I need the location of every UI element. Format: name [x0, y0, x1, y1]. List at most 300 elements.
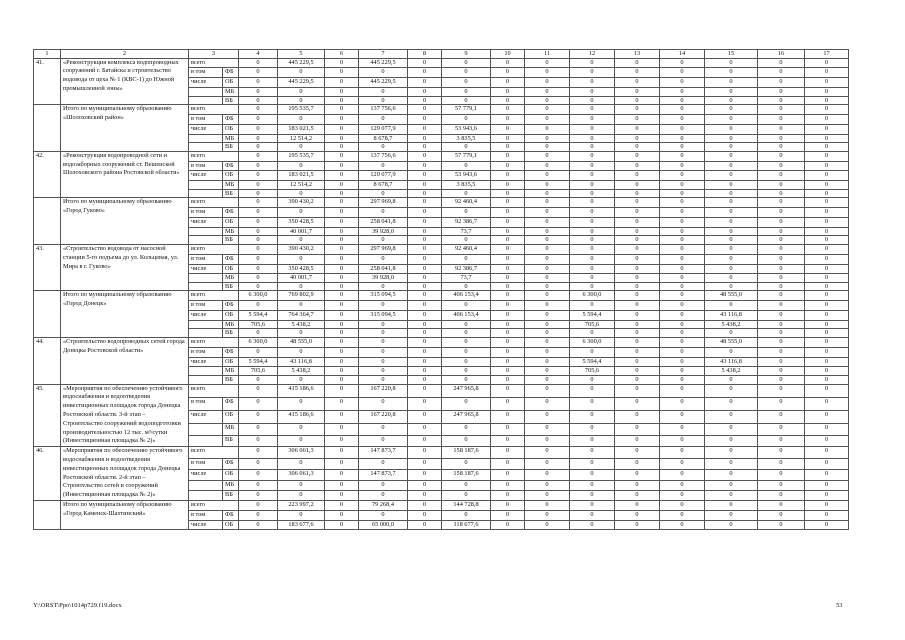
- project-description: Итого по муниципальному образованию «Город Каменск-Шахтинский»: [61, 501, 189, 530]
- value-cell: 0: [615, 124, 660, 134]
- value-cell: 0: [442, 189, 491, 198]
- value-cell: 0: [525, 311, 570, 321]
- value-cell: 0: [442, 329, 491, 338]
- value-cell: 0: [660, 236, 705, 245]
- value-cell: 0: [615, 189, 660, 198]
- total-label: всего: [189, 447, 239, 458]
- value-cell: 0: [705, 161, 758, 171]
- value-cell: 0: [442, 254, 491, 264]
- value-cell: 0: [805, 329, 849, 338]
- value-cell: 0: [325, 338, 359, 348]
- value-cell: 0: [278, 282, 325, 291]
- value-cell: 0: [239, 171, 278, 181]
- value-cell: 0: [491, 151, 525, 161]
- value-cell: 5 594,4: [239, 311, 278, 321]
- value-cell: 0: [660, 397, 705, 410]
- value-cell: 0: [408, 87, 442, 96]
- value-cell: 0: [239, 301, 278, 311]
- value-cell: 0: [525, 458, 570, 469]
- value-cell: 0: [408, 501, 442, 511]
- value-cell: 0: [239, 143, 278, 152]
- value-cell: 0: [705, 424, 758, 436]
- value-cell: 167 220,8: [359, 384, 408, 397]
- value-cell: 0: [570, 198, 615, 208]
- value-cell: 0: [491, 435, 525, 447]
- value-cell: 705,6: [570, 367, 615, 376]
- total-label: всего: [189, 105, 239, 115]
- value-cell: 0: [705, 469, 758, 480]
- value-cell: 0: [758, 469, 805, 480]
- value-cell: 0: [325, 68, 359, 78]
- value-cell: 0: [408, 181, 442, 190]
- value-cell: 0: [491, 68, 525, 78]
- value-cell: 0: [758, 447, 805, 458]
- value-cell: 0: [615, 510, 660, 520]
- value-cell: 0: [615, 181, 660, 190]
- value-cell: 144 728,8: [442, 501, 491, 511]
- value-cell: 0: [615, 357, 660, 367]
- value-cell: 0: [359, 491, 408, 501]
- value-cell: 306 061,3: [278, 447, 325, 458]
- value-cell: 0: [325, 397, 359, 410]
- value-cell: 0: [660, 384, 705, 397]
- value-cell: 0: [525, 143, 570, 152]
- column-number: 7: [359, 50, 408, 59]
- value-cell: 0: [239, 447, 278, 458]
- value-cell: 0: [705, 376, 758, 385]
- value-cell: 0: [570, 501, 615, 511]
- value-cell: 445 229,5: [359, 58, 408, 68]
- value-cell: 0: [525, 384, 570, 397]
- value-cell: 0: [705, 274, 758, 283]
- value-cell: 0: [442, 458, 491, 469]
- value-cell: 147 873,7: [359, 469, 408, 480]
- value-cell: 769 802,9: [278, 291, 325, 301]
- value-cell: 0: [660, 458, 705, 469]
- value-cell: 0: [805, 124, 849, 134]
- value-cell: 0: [359, 397, 408, 410]
- value-cell: 0: [570, 469, 615, 480]
- value-cell: 0: [491, 338, 525, 348]
- value-cell: 0: [408, 384, 442, 397]
- value-cell: 0: [491, 510, 525, 520]
- value-cell: 0: [491, 134, 525, 143]
- value-cell: 0: [408, 338, 442, 348]
- value-cell: 0: [805, 501, 849, 511]
- value-cell: 0: [615, 217, 660, 227]
- value-cell: 0: [525, 367, 570, 376]
- value-cell: 0: [491, 254, 525, 264]
- value-cell: 0: [705, 124, 758, 134]
- value-cell: 0: [660, 301, 705, 311]
- value-cell: 0: [660, 96, 705, 105]
- funding-source: ОБ: [223, 311, 239, 321]
- table-row: [34, 244, 849, 254]
- value-cell: 0: [660, 189, 705, 198]
- value-cell: 0: [805, 338, 849, 348]
- value-cell: 0: [615, 376, 660, 385]
- value-cell: 0: [408, 244, 442, 254]
- value-cell: 0: [525, 274, 570, 283]
- funding-source: ОБ: [223, 171, 239, 181]
- value-cell: 0: [570, 189, 615, 198]
- value-cell: 0: [615, 447, 660, 458]
- value-cell: 0: [278, 329, 325, 338]
- value-cell: 0: [408, 329, 442, 338]
- value-cell: 0: [615, 520, 660, 530]
- value-cell: 0: [325, 510, 359, 520]
- value-cell: 0: [491, 124, 525, 134]
- value-cell: 0: [408, 282, 442, 291]
- value-cell: 0: [615, 338, 660, 348]
- value-cell: 0: [758, 217, 805, 227]
- value-cell: 5 438,2: [705, 367, 758, 376]
- column-number: 9: [442, 50, 491, 59]
- table-row: [34, 338, 849, 348]
- value-cell: 0: [325, 469, 359, 480]
- project-description: Итого по муниципальному образованию «Город Гуково»: [61, 198, 189, 245]
- value-cell: 0: [570, 134, 615, 143]
- value-cell: 0: [758, 510, 805, 520]
- value-cell: 0: [408, 320, 442, 329]
- value-cell: 0: [758, 244, 805, 254]
- value-cell: 0: [758, 410, 805, 423]
- value-cell: 0: [660, 501, 705, 511]
- value-cell: 0: [615, 87, 660, 96]
- including-label: числе: [189, 469, 223, 480]
- value-cell: 0: [758, 301, 805, 311]
- value-cell: 0: [805, 227, 849, 236]
- value-cell: 0: [758, 357, 805, 367]
- value-cell: 0: [805, 134, 849, 143]
- value-cell: 0: [615, 384, 660, 397]
- value-cell: 0: [325, 217, 359, 227]
- value-cell: 0: [325, 208, 359, 218]
- value-cell: 705,6: [239, 367, 278, 376]
- value-cell: 0: [325, 311, 359, 321]
- value-cell: 0: [805, 291, 849, 301]
- including-label: числе: [189, 171, 223, 181]
- value-cell: 415 186,6: [278, 384, 325, 397]
- value-cell: 0: [705, 78, 758, 88]
- value-cell: 258 041,8: [359, 217, 408, 227]
- value-cell: 0: [525, 264, 570, 274]
- value-cell: 0: [525, 357, 570, 367]
- value-cell: 0: [615, 198, 660, 208]
- value-cell: 0: [359, 338, 408, 348]
- value-cell: 0: [408, 347, 442, 357]
- value-cell: 0: [325, 244, 359, 254]
- column-number: 12: [570, 50, 615, 59]
- value-cell: 0: [491, 520, 525, 530]
- value-cell: 0: [758, 227, 805, 236]
- value-cell: 0: [359, 329, 408, 338]
- value-cell: 247 965,8: [442, 384, 491, 397]
- value-cell: 195 535,7: [278, 151, 325, 161]
- value-cell: 0: [615, 469, 660, 480]
- value-cell: 0: [278, 510, 325, 520]
- value-cell: 0: [525, 134, 570, 143]
- value-cell: 0: [408, 217, 442, 227]
- including-label: числе: [189, 124, 223, 134]
- value-cell: 0: [239, 520, 278, 530]
- value-cell: 0: [442, 68, 491, 78]
- value-cell: 0: [325, 491, 359, 501]
- value-cell: 0: [615, 58, 660, 68]
- value-cell: 0: [525, 181, 570, 190]
- value-cell: 0: [491, 301, 525, 311]
- value-cell: 0: [660, 244, 705, 254]
- including-label: [189, 376, 223, 385]
- value-cell: 0: [408, 397, 442, 410]
- value-cell: 0: [660, 320, 705, 329]
- value-cell: 0: [660, 329, 705, 338]
- including-label: числе: [189, 520, 223, 530]
- funding-source: МБ: [223, 481, 239, 491]
- value-cell: 0: [491, 161, 525, 171]
- value-cell: 0: [660, 291, 705, 301]
- value-cell: 0: [570, 208, 615, 218]
- value-cell: 0: [325, 329, 359, 338]
- value-cell: 0: [660, 151, 705, 161]
- value-cell: 0: [239, 481, 278, 491]
- funding-source: МБ: [223, 87, 239, 96]
- value-cell: 0: [442, 78, 491, 88]
- including-label: числе: [189, 410, 223, 423]
- value-cell: 0: [325, 87, 359, 96]
- value-cell: 0: [239, 510, 278, 520]
- value-cell: 65 000,0: [359, 520, 408, 530]
- value-cell: 0: [408, 520, 442, 530]
- value-cell: 0: [615, 114, 660, 124]
- value-cell: 73,7: [442, 274, 491, 283]
- value-cell: 0: [758, 124, 805, 134]
- value-cell: 48 555,0: [705, 338, 758, 348]
- value-cell: 0: [278, 458, 325, 469]
- value-cell: 0: [705, 510, 758, 520]
- value-cell: 0: [359, 114, 408, 124]
- value-cell: 0: [615, 301, 660, 311]
- including-label: в том: [189, 458, 223, 469]
- value-cell: 0: [491, 367, 525, 376]
- value-cell: 0: [525, 301, 570, 311]
- value-cell: 0: [325, 264, 359, 274]
- value-cell: 0: [805, 161, 849, 171]
- value-cell: 0: [359, 301, 408, 311]
- value-cell: 0: [805, 520, 849, 530]
- column-number: 8: [408, 50, 442, 59]
- funding-source: ВБ: [223, 435, 239, 447]
- value-cell: 0: [278, 481, 325, 491]
- value-cell: 0: [239, 282, 278, 291]
- value-cell: 0: [442, 397, 491, 410]
- value-cell: 0: [758, 208, 805, 218]
- value-cell: 0: [239, 96, 278, 105]
- value-cell: 0: [278, 376, 325, 385]
- including-label: [189, 329, 223, 338]
- value-cell: 0: [758, 458, 805, 469]
- value-cell: 0: [705, 198, 758, 208]
- including-label: в том: [189, 347, 223, 357]
- value-cell: 0: [660, 264, 705, 274]
- value-cell: 0: [491, 171, 525, 181]
- value-cell: 0: [491, 58, 525, 68]
- value-cell: 0: [525, 510, 570, 520]
- value-cell: 0: [408, 161, 442, 171]
- value-cell: 0: [239, 151, 278, 161]
- value-cell: 445 229,5: [278, 58, 325, 68]
- value-cell: 3 835,5: [442, 134, 491, 143]
- value-cell: 0: [525, 329, 570, 338]
- value-cell: 445 229,5: [359, 78, 408, 88]
- value-cell: 0: [491, 274, 525, 283]
- value-cell: 0: [705, 151, 758, 161]
- value-cell: 0: [491, 78, 525, 88]
- value-cell: 0: [758, 68, 805, 78]
- value-cell: 0: [805, 481, 849, 491]
- value-cell: 0: [615, 481, 660, 491]
- value-cell: 6 300,0: [239, 338, 278, 348]
- value-cell: 0: [525, 282, 570, 291]
- value-cell: 0: [359, 357, 408, 367]
- value-cell: 0: [278, 87, 325, 96]
- value-cell: 0: [408, 143, 442, 152]
- total-label: всего: [189, 58, 239, 68]
- value-cell: 0: [408, 481, 442, 491]
- value-cell: 0: [705, 68, 758, 78]
- value-cell: 0: [442, 58, 491, 68]
- value-cell: 0: [239, 208, 278, 218]
- value-cell: 0: [239, 68, 278, 78]
- value-cell: 0: [408, 198, 442, 208]
- value-cell: 0: [325, 347, 359, 357]
- value-cell: 0: [325, 301, 359, 311]
- value-cell: 8 678,7: [359, 134, 408, 143]
- including-label: числе: [189, 357, 223, 367]
- value-cell: 0: [325, 254, 359, 264]
- value-cell: 0: [408, 114, 442, 124]
- value-cell: 445 229,5: [278, 78, 325, 88]
- value-cell: 0: [359, 458, 408, 469]
- value-cell: 0: [705, 481, 758, 491]
- value-cell: 0: [325, 78, 359, 88]
- value-cell: 48 555,0: [705, 291, 758, 301]
- value-cell: 53 943,6: [442, 171, 491, 181]
- value-cell: 0: [408, 447, 442, 458]
- value-cell: 0: [705, 301, 758, 311]
- value-cell: 0: [325, 143, 359, 152]
- value-cell: 0: [278, 114, 325, 124]
- value-cell: 0: [525, 78, 570, 88]
- value-cell: 0: [615, 264, 660, 274]
- value-cell: 0: [525, 68, 570, 78]
- value-cell: 0: [408, 208, 442, 218]
- value-cell: 0: [615, 96, 660, 105]
- value-cell: 0: [805, 217, 849, 227]
- value-cell: 0: [325, 227, 359, 236]
- value-cell: 0: [705, 491, 758, 501]
- value-cell: 0: [325, 171, 359, 181]
- value-cell: 0: [491, 244, 525, 254]
- including-label: в том: [189, 208, 223, 218]
- including-label: [189, 320, 223, 329]
- value-cell: 0: [758, 171, 805, 181]
- value-cell: 0: [705, 236, 758, 245]
- value-cell: 0: [570, 274, 615, 283]
- value-cell: 0: [570, 520, 615, 530]
- value-cell: 0: [660, 58, 705, 68]
- value-cell: 0: [359, 424, 408, 436]
- including-label: [189, 481, 223, 491]
- value-cell: 0: [525, 397, 570, 410]
- value-cell: 0: [278, 189, 325, 198]
- table-row: [34, 198, 849, 208]
- value-cell: 0: [805, 384, 849, 397]
- total-label: всего: [189, 501, 239, 511]
- value-cell: 0: [491, 320, 525, 329]
- value-cell: 0: [705, 105, 758, 115]
- value-cell: 350 428,5: [278, 217, 325, 227]
- value-cell: 0: [325, 96, 359, 105]
- value-cell: 183 021,5: [278, 171, 325, 181]
- value-cell: 0: [570, 181, 615, 190]
- value-cell: 0: [359, 254, 408, 264]
- including-label: в том: [189, 301, 223, 311]
- value-cell: 0: [758, 481, 805, 491]
- value-cell: 0: [570, 264, 615, 274]
- funding-source: ОБ: [223, 124, 239, 134]
- value-cell: 0: [359, 320, 408, 329]
- value-cell: 0: [615, 274, 660, 283]
- value-cell: 0: [805, 244, 849, 254]
- row-number: 42.: [34, 151, 61, 198]
- value-cell: 0: [239, 491, 278, 501]
- value-cell: 0: [325, 410, 359, 423]
- value-cell: 0: [491, 208, 525, 218]
- including-label: [189, 181, 223, 190]
- value-cell: 390 430,2: [278, 244, 325, 254]
- table-row: [34, 105, 849, 115]
- value-cell: 0: [408, 424, 442, 436]
- value-cell: 0: [805, 410, 849, 423]
- value-cell: 0: [408, 227, 442, 236]
- value-cell: 0: [491, 198, 525, 208]
- value-cell: 0: [359, 208, 408, 218]
- value-cell: 0: [491, 347, 525, 357]
- value-cell: 0: [359, 376, 408, 385]
- value-cell: 0: [408, 510, 442, 520]
- value-cell: 0: [615, 291, 660, 301]
- value-cell: 0: [408, 254, 442, 264]
- table-row: [34, 58, 849, 68]
- total-label: всего: [189, 151, 239, 161]
- column-number: 16: [758, 50, 805, 59]
- value-cell: 0: [325, 236, 359, 245]
- value-cell: 0: [615, 410, 660, 423]
- value-cell: 0: [239, 124, 278, 134]
- including-label: [189, 236, 223, 245]
- funding-source: ОБ: [223, 264, 239, 274]
- value-cell: 406 153,4: [442, 311, 491, 321]
- value-cell: 0: [239, 410, 278, 423]
- value-cell: 6 300,0: [239, 291, 278, 301]
- value-cell: 0: [408, 151, 442, 161]
- value-cell: 0: [570, 236, 615, 245]
- value-cell: 0: [660, 435, 705, 447]
- funding-source: ФБ: [223, 114, 239, 124]
- value-cell: 0: [408, 134, 442, 143]
- value-cell: 0: [758, 367, 805, 376]
